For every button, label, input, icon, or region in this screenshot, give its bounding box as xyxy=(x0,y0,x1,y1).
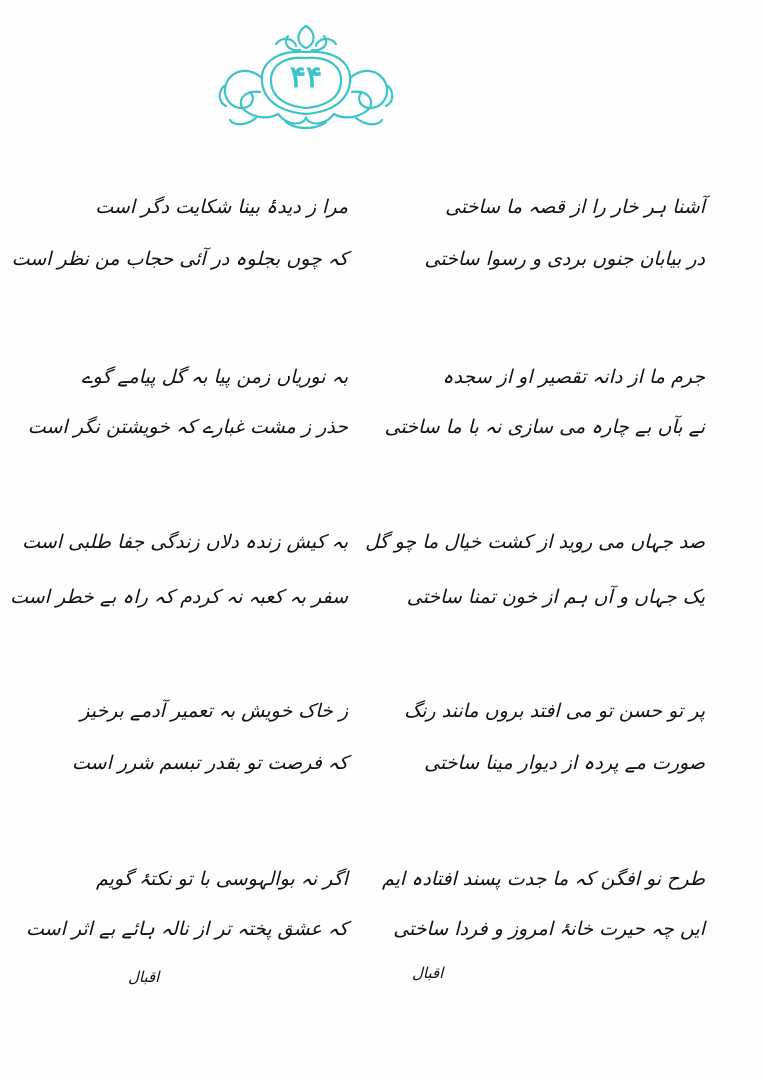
couplet-4-left-line-1: ز خاک خویش بہ تعمیر آدمے برخیز xyxy=(80,700,348,722)
signature-right: اقبال xyxy=(412,964,444,982)
couplet-1-left-line-1: مرا ز دیدۂ بینا شکایت دگر است xyxy=(95,196,348,218)
couplet-2-right-line-1: جرم ما از دانہ تقصیر او از سجدہ xyxy=(442,366,705,388)
couplet-2-left-line-2: حذر ز مشت غبارے کہ خویشتن نگر است xyxy=(27,416,348,438)
couplet-5-left-line-1: اگر نہ بوالہوسی با تو نکتۂ گویم xyxy=(96,868,348,890)
couplet-5-right-line-1: طرح نو افگن کہ ما جدت پسند افتادہ ایم xyxy=(382,868,705,890)
couplet-2-right-line-2: نے بآں بے چارہ می سازی نہ با ما ساختی xyxy=(384,416,705,438)
couplet-5-left-line-2: کہ عشق پختہ تر از نالہ ہائے بے اثر است xyxy=(26,918,348,940)
page-number: ۴۴ xyxy=(289,60,323,95)
couplet-1-right-line-2: در بیابان جنوں بردی و رسوا ساختی xyxy=(424,248,705,270)
signature-left: اقبال xyxy=(128,968,160,986)
couplet-4-right-line-2: صورت مے پردہ از دیوار مینا ساختی xyxy=(424,752,705,774)
couplet-1-left-line-2: کہ چوں بجلوہ در آئی حجاب من نظر است xyxy=(11,248,348,270)
couplet-3-right-line-1: صد جہاں می روید از کشت خیال ما چو گل xyxy=(365,531,705,553)
couplet-3-left-line-2: سفر بہ کعبہ نہ کردم کہ راہ بے خطر است xyxy=(10,586,348,608)
couplet-2-left-line-1: بہ نوریاں زمن پیا بہ گل پیامے گوے xyxy=(81,366,348,388)
couplet-3-right-line-2: یک جہاں و آں ہم از خون تمنا ساختی xyxy=(406,586,705,608)
couplet-4-right-line-1: پر تو حسن تو می افتد بروں مانند رنگ xyxy=(404,700,705,722)
couplet-3-left-line-1: بہ کیش زندہ دلاں زندگی جفا طلبی است xyxy=(22,531,348,553)
couplet-4-left-line-2: کہ فرصت تو بقدر تبسم شرر است xyxy=(72,752,348,774)
couplet-5-right-line-2: ایں چہ حیرت خانۂ امروز و فردا ساختی xyxy=(393,918,705,940)
couplet-1-right-line-1: آشنا ہر خار را از قصہ ما ساختی xyxy=(445,196,705,218)
